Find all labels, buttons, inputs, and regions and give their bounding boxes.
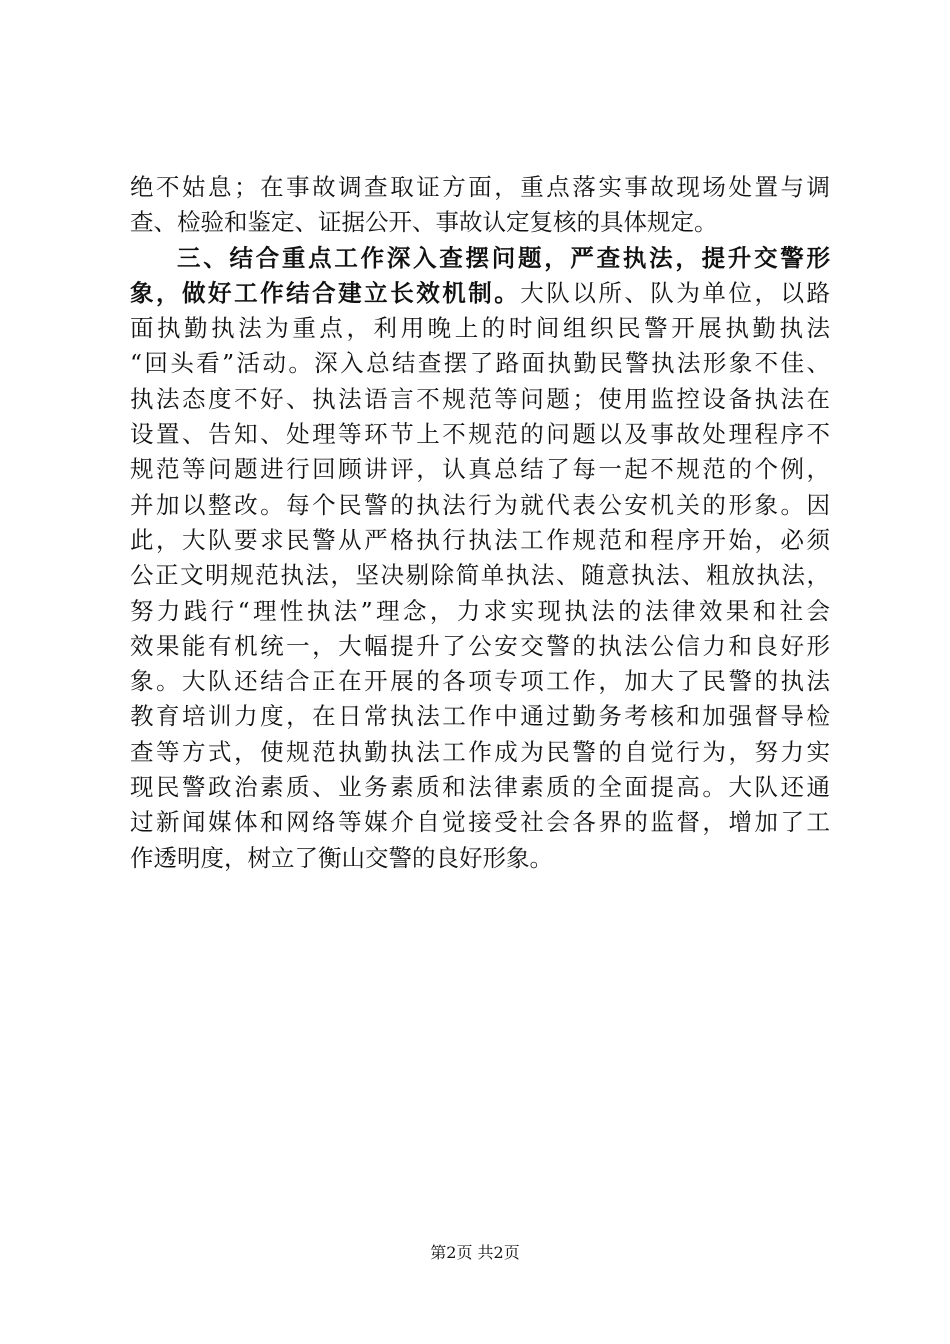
text-line (130, 205, 830, 240)
body-text (130, 170, 830, 876)
line-text: 执法态度不好、执法语言不规范等问题；使用监控设备执法在 (130, 384, 830, 413)
text-line (130, 452, 830, 487)
section-heading: 三、结合重点工作深入查摆问题，严查执法，提升交警形 (177, 243, 830, 272)
line-text: 公正文明规范执法，坚决剔除简单执法、随意执法、粗放执法， (130, 561, 830, 590)
line-text: 查等方式，使规范执勤执法工作成为民警的自觉行为，努力实 (130, 737, 830, 766)
text-line (130, 770, 830, 805)
line-text: 查、检验和鉴定、证据公开、事故认定复核的具体规定。 (130, 208, 718, 237)
text-line (130, 488, 830, 523)
line-text: 效果能有机统一，大幅提升了公安交警的执法公信力和良好形 (130, 631, 830, 660)
page-number: 第2页 共2页 (430, 1243, 520, 1262)
text-line (130, 346, 830, 381)
section-heading-line (130, 241, 830, 276)
text-line (130, 382, 830, 417)
text-line (130, 699, 830, 734)
section-heading-line (130, 276, 830, 311)
line-text: 绝不姑息；在事故调查取证方面，重点落实事故现场处置与调 (130, 173, 830, 201)
text-line (130, 735, 830, 770)
line-text: “回头看”活动。深入总结查摆了路面执勤民警执法形象不佳、 (130, 349, 830, 378)
section-heading: 象，做好工作结合建立长效机制。 (130, 278, 521, 307)
line-text: 设置、告知、处理等环节上不规范的问题以及事故处理程序不 (130, 420, 830, 449)
line-text: 规范等问题进行回顾讲评，认真总结了每一起不规范的个例， (130, 455, 830, 484)
line-text: 并加以整改。每个民警的执法行为就代表公安机关的形象。因 (130, 490, 830, 519)
line-text: 教育培训力度，在日常执法工作中通过勤务考核和加强督导检 (130, 702, 830, 731)
line-text: 现民警政治素质、业务素质和法律素质的全面提高。大队还通 (130, 773, 830, 802)
text-line (130, 523, 830, 558)
text-line (130, 558, 830, 593)
text-line (130, 417, 830, 452)
line-text: 努力践行“理性执法”理念，力求实现执法的法律效果和社会 (130, 596, 830, 625)
text-line (130, 841, 830, 876)
text-line (130, 629, 830, 664)
text-line (130, 594, 830, 629)
text-line (130, 805, 830, 840)
line-text: 象。大队还结合正在开展的各项专项工作，加大了民警的执法 (130, 667, 830, 696)
line-text: 此，大队要求民警从严格执行执法工作规范和程序开始，必须 (130, 525, 830, 554)
page-footer (0, 1242, 950, 1264)
line-text: 大队以所、队为单位，以路 (520, 278, 830, 307)
text-line (130, 311, 830, 346)
line-text: 作透明度，树立了衡山交警的良好形象。 (130, 843, 553, 872)
line-text: 面执勤执法为重点，利用晚上的时间组织民警开展执勤执法 (130, 314, 830, 343)
text-line (130, 664, 830, 699)
text-line (130, 170, 830, 205)
line-text: 过新闻媒体和网络等媒介自觉接受社会各界的监督，增加了工 (130, 808, 830, 837)
